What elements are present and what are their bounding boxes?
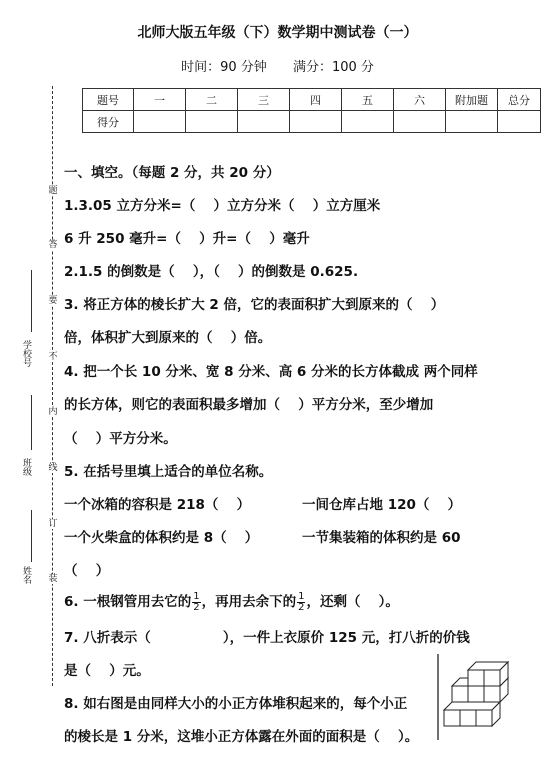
cube-top-face (444, 702, 500, 710)
question-5-item-warehouse: 一间仓库占地 120（ ） (302, 497, 462, 513)
cube-front-face (484, 686, 500, 702)
question-6 (64, 590, 399, 613)
score-header-cell: 二 (186, 89, 238, 111)
score-header-cell: 五 (342, 89, 394, 111)
question-3-line-1: 3. 将正方体的棱长扩大 2 倍，它的表面积扩大到原来的（ ） (64, 297, 445, 313)
cube-stack-figure (436, 650, 546, 742)
name-label: 姓名 (21, 566, 31, 584)
name-line[interactable] (31, 510, 32, 562)
binding-char: 不 (48, 352, 58, 362)
school-number-label: 学校号 (21, 340, 31, 367)
fraction-one-half (192, 592, 200, 613)
cube-front-face (460, 710, 476, 726)
question-3-line-2: 倍，体积扩大到原来的（ ）倍。 (64, 330, 272, 346)
question-6-text-start: 6. 一根钢管用去它的 (64, 594, 192, 610)
question-6-text-end: ，还剩（ ）。 (306, 594, 399, 610)
question-6-text-middle: ，再用去余下的 (201, 594, 297, 610)
question-8-line-1: 8. 如右图是由同样大小的小正方体堆积起来的，每个小正 (64, 696, 408, 712)
cube-front-face (468, 686, 484, 702)
score-cell[interactable] (290, 111, 342, 133)
binding-char: 要 (48, 296, 58, 306)
score-table-score-row (83, 111, 541, 133)
cube-front-face (484, 670, 500, 686)
score-header-cell: 一 (134, 89, 186, 111)
page-title: 北师大版五年级（下）数学期中测试卷（一） (137, 25, 418, 41)
score-cell[interactable] (134, 111, 186, 133)
fraction-denominator: 2 (298, 601, 305, 613)
score-row-label: 得分 (83, 111, 134, 133)
score-table-header-row (83, 89, 541, 111)
cube-front-face (452, 686, 468, 702)
question-1-line-2: 6 升 250 毫升=（ ）升=（ ）毫升 (64, 231, 310, 247)
question-5: 5. 在括号里填上适合的单位名称。 (64, 464, 273, 480)
score-header-cell: 四 (290, 89, 342, 111)
binding-dashed-line (52, 86, 53, 686)
exam-total-score: 满分：100 分 (292, 60, 374, 75)
exam-time: 时间：90 分钟 (181, 60, 267, 75)
score-cell[interactable] (446, 111, 498, 133)
binding-char: 答 (48, 240, 58, 250)
score-cell[interactable] (238, 111, 290, 133)
score-cell[interactable] (342, 111, 394, 133)
score-header-cell: 总分 (498, 89, 541, 111)
question-4-line-1: 4. 把一个长 10 分米、宽 8 分米、高 6 分米的长方体截成 两个同样 (64, 364, 478, 380)
class-label: 班级 (21, 458, 31, 476)
cube-stack-drawing (444, 662, 508, 726)
binding-char: 题 (48, 186, 58, 196)
question-2: 2.1.5 的倒数是（ ），（ ）的倒数是 0.625. (64, 264, 359, 280)
question-4-line-2: 的长方体，则它的表面积最多增加（ ）平方分米，至少增加 (64, 397, 434, 413)
score-table (82, 88, 541, 133)
exam-info (0, 56, 555, 75)
fraction-denominator: 2 (193, 601, 200, 613)
question-5-item-container: 一节集装箱的体积约是 60 (302, 530, 461, 546)
binding-char: 订 (48, 519, 58, 529)
score-cell[interactable] (186, 111, 238, 133)
section-heading: 一、填空。（每题 2 分，共 20 分） (64, 165, 280, 181)
question-4-line-3: （ ）平方分米。 (64, 431, 177, 447)
question-5-item-container-blank: （ ） (64, 563, 110, 579)
school-number-line[interactable] (31, 270, 32, 332)
score-header-cell: 附加题 (446, 89, 498, 111)
fraction-numerator: 1 (298, 590, 305, 602)
score-header-cell: 六 (394, 89, 446, 111)
class-line[interactable] (31, 395, 32, 450)
question-5-item-fridge: 一个冰箱的容积是 218（ ） (64, 497, 251, 513)
cube-front-face (444, 710, 460, 726)
question-7-line-1: 7. 八折表示（ ），一件上衣原价 125 元，打八折的价钱 (64, 630, 470, 646)
binding-char: 装 (48, 574, 58, 584)
binding-char: 内 (48, 407, 58, 417)
question-8-line-2: 的棱长是 1 分米，这堆小正方体露在外面的面积是（ ）。 (64, 729, 419, 745)
question-5-item-matchbox: 一个火柴盒的体积约是 8（ ） (64, 530, 259, 546)
question-1-line-1: 1.3.05 立方分米=（ ）立方分米（ ）立方厘米 (64, 198, 381, 214)
score-cell[interactable] (394, 111, 446, 133)
cube-front-face (468, 670, 484, 686)
fraction-numerator: 1 (193, 590, 200, 602)
score-header-cell: 题号 (83, 89, 134, 111)
fraction-one-half (297, 592, 305, 613)
cube-front-face (476, 710, 492, 726)
score-header-cell: 三 (238, 89, 290, 111)
binding-char: 线 (48, 463, 58, 473)
question-7-line-2: 是（ ）元。 (64, 663, 150, 679)
score-cell[interactable] (498, 111, 541, 133)
